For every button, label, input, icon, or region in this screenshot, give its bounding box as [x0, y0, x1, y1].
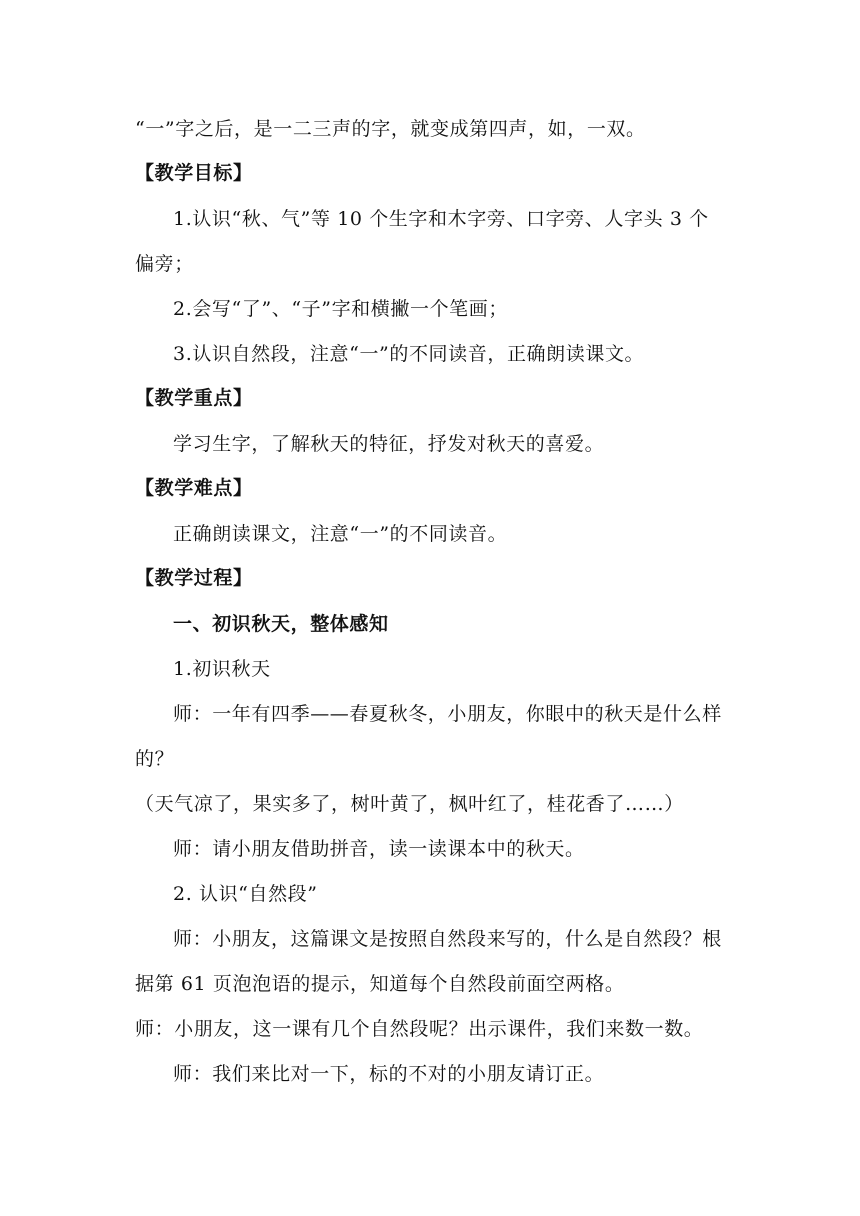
teacher-line-1-cont: 的？	[135, 748, 175, 770]
teacher-line-3: 师：小朋友，这篇课文是按照自然段来写的，什么是自然段？根	[173, 928, 722, 950]
section-heading-1: 一、初识秋天，整体感知	[173, 613, 389, 635]
heading-difficulties: 【教学难点】	[135, 477, 253, 499]
subsection-2: 2. 认识“自然段”	[173, 883, 318, 905]
goal-item-3: 3.认识自然段，注意“一”的不同读音，正确朗读课文。	[173, 343, 645, 365]
heading-teaching-process: 【教学过程】	[135, 567, 253, 589]
student-answer: （天气凉了，果实多了，树叶黄了，枫叶红了，桂花香了……）	[135, 793, 684, 815]
difficulties-text: 正确朗读课文，注意“一”的不同读音。	[173, 523, 508, 545]
teacher-line-2: 师：请小朋友借助拼音，读一读课本中的秋天。	[173, 838, 585, 860]
goal-item-1-cont: 偏旁；	[135, 253, 194, 275]
teacher-line-5: 师：我们来比对一下，标的不对的小朋友请订正。	[173, 1063, 605, 1085]
subsection-1: 1.初识秋天	[173, 658, 271, 680]
teacher-line-3-cont: 据第 61 页泡泡语的提示，知道每个自然段前面空两格。	[135, 973, 625, 995]
goal-item-2: 2.会写“了”、“子”字和横撇一个笔画；	[173, 298, 508, 320]
heading-teaching-goals: 【教学目标】	[135, 162, 253, 184]
key-points-text: 学习生字，了解秋天的特征，抒发对秋天的喜爱。	[173, 433, 605, 455]
heading-key-points: 【教学重点】	[135, 387, 253, 409]
teacher-line-4: 师：小朋友，这一课有几个自然段呢？出示课件，我们来数一数。	[135, 1018, 704, 1040]
text-line-continuation: “一”字之后，是一二三声的字，就变成第四声，如，一双。	[135, 118, 646, 140]
teacher-line-1: 师：一年有四季——春夏秋冬，小朋友，你眼中的秋天是什么样	[173, 703, 722, 725]
goal-item-1: 1.认识“秋、气”等 10 个生字和木字旁、口字旁、人字头 3 个	[173, 208, 709, 230]
